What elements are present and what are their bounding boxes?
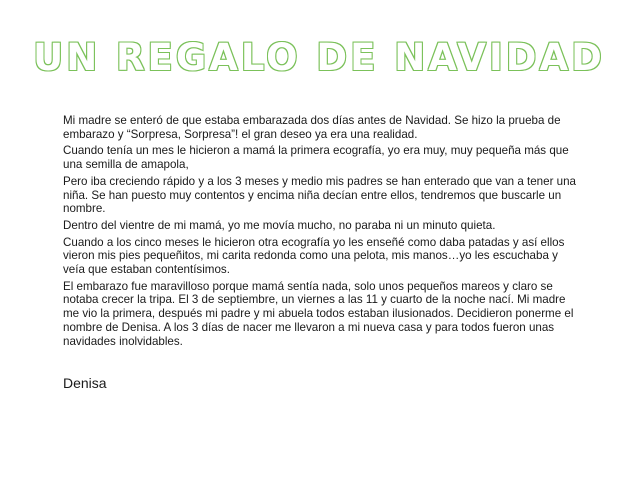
author-signature: Denisa [63,375,107,391]
story-body [63,114,583,351]
paragraph-6: El embarazo fue maravilloso porque mamá sentía nada, solo unos pequeños mareos y claro se notaba crecer la tripa. El 3 de septiembre, un viernes a las 11 y cuarto de la noche nací. Mi madre me vio la primera, después mi padre y mi abuela todos estaban ilusionados. Decidieron ponerme el nombre de Denisa. A los 3 días de nacer me llevaron a mi nueva casa y para todos fueron unas navidades inolvidables. [63,279,574,348]
paragraph-2: Cuando tenía un mes le hicieron a mamá la primera ecografía, yo era muy, muy pequeña más que una semilla de amapola, [63,144,569,172]
paragraph-1: Mi madre se enteró de que estaba embarazada dos días antes de Navidad. Se hizo la prueba de embarazo y “Sorpresa, Sorpresa”! el gran deseo ya era una realidad. [63,114,561,141]
page-title: UN REGALO DE NAVIDAD [33,36,605,79]
paragraph-5: Cuando a los cinco meses le hicieron otra ecografía yo les enseñé como daba patadas y así ellos vieron mis pies pequeñitos, mi carita redonda como una pelota, mis manos…yo les escuchaba y veía que estaban contentísimos. [63,235,565,277]
paragraph-3: Pero iba creciendo rápido y a los 3 meses y medio mis padres se han enterado que van a tener una niña. Se han puesto muy contentos y encima niña decían entre ellos, tendremos que buscarle un nombre. [63,174,577,216]
paragraph-4: Dentro del vientre de mi mamá, yo me movía mucho, no paraba ni un minuto quieta. [63,218,496,232]
